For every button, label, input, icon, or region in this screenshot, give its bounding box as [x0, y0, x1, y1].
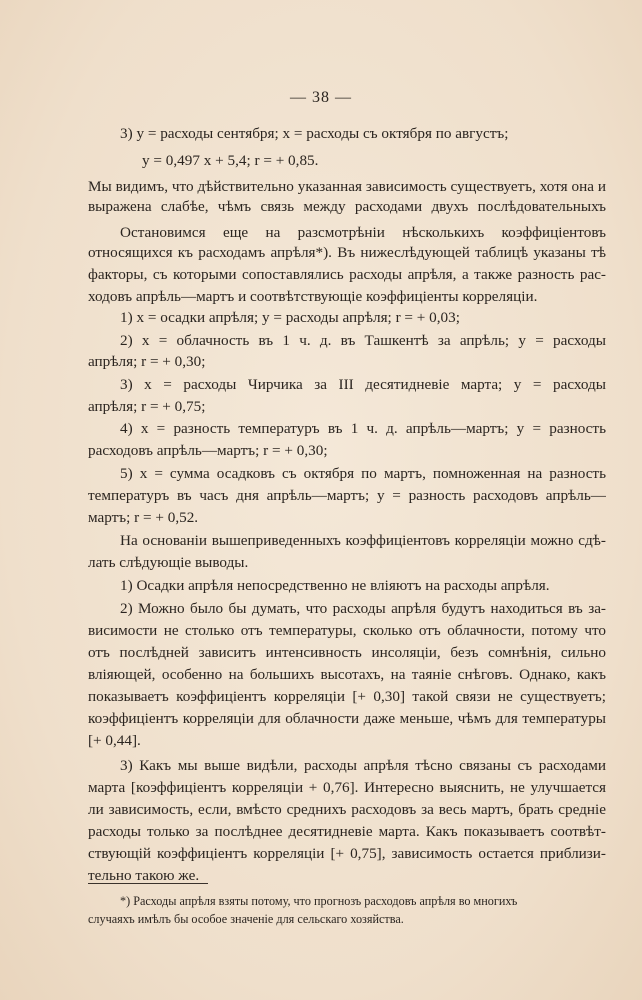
text-line: ходовъ апрѣль—мартъ и соотвѣтствующіе коэффиціенты корреляціи.	[88, 288, 538, 305]
text-line: расходовъ апрѣль—мартъ; r = + 0,30;	[88, 442, 328, 459]
text-line: выражена слабѣе, чѣмъ связь между расходами двухъ послѣдовательныхъ	[88, 198, 606, 215]
text-line: 3) y = расходы сентября; x = расходы съ октября по августъ;	[120, 125, 509, 142]
text-line: тельно такою же.	[88, 867, 200, 884]
text-line: ствующій коэффиціентъ корреляціи [+ 0,75], зависимость остается приблизи-	[88, 845, 606, 862]
text-line: 3) x = расходы Чирчика за III десятидневіе марта; y = расходы	[120, 376, 606, 393]
footnote-rule	[88, 883, 208, 884]
text-line: марта [коэффиціентъ корреляціи + 0,76]. Интересно выяснить, не улучшается	[88, 779, 606, 796]
text-line: лать слѣдующіе выводы.	[88, 554, 249, 571]
text-line: апрѣля; r = + 0,75;	[88, 398, 206, 415]
text-line: апрѣля; r = + 0,30;	[88, 353, 206, 370]
text-line: [+ 0,44].	[88, 732, 141, 749]
footnote-line: случаяхъ имѣлъ бы особое значеніе для сельскаго хозяйства.	[88, 912, 404, 926]
text-line: коэффиціентъ корреляціи для облачности даже меньше, чѣмъ для температуры	[88, 710, 606, 727]
text-line: 3) Какъ мы выше видѣли, расходы апрѣля тѣсно связаны съ расходами	[120, 757, 606, 774]
text-line: На основаніи вышеприведенныхъ коэффиціентовъ корреляціи можно сдѣ-	[120, 532, 606, 549]
text-line: мартъ; r = + 0,52.	[88, 509, 199, 526]
text-line: относящихся къ расходамъ апрѣля*). Въ нижеслѣдующей таблицѣ указаны тѣ	[88, 244, 606, 261]
page-number: — 38 —	[290, 89, 352, 106]
text-line: ли зависимость, если, вмѣсто среднихъ расходовъ за весь мартъ, брать средніе	[88, 801, 606, 818]
text-line: y = 0,497 x + 5,4; r = + 0,85.	[142, 152, 319, 169]
text-line: факторы, съ которыми сопоставлялись расходы апрѣля, а также разность рас-	[88, 266, 606, 283]
text-line: отъ послѣдней зависитъ интенсивность инсоляціи, безъ сомнѣнія, сильно	[88, 644, 606, 661]
text-line: Остановимся еще на разсмотрѣніи нѣсколькихъ коэффиціентовъ	[120, 224, 606, 241]
text-line: 1) x = осадки апрѣля; y = расходы апрѣля; r = + 0,03;	[120, 309, 460, 326]
text-line: Мы видимъ, что дѣйствительно указанная зависимость существуетъ, хотя она и	[88, 178, 606, 195]
text-line: температуръ въ часъ дня апрѣль—мартъ; y = разность расходовъ апрѣль—	[88, 487, 606, 504]
text-line: 2) x = облачность въ 1 ч. д. въ Ташкентѣ за апрѣль; y = расходы	[120, 332, 606, 349]
text-line: 1) Осадки апрѣля непосредственно не вліяютъ на расходы апрѣля.	[120, 577, 550, 594]
footnote-line: *) Расходы апрѣля взяты потому, что прогнозъ расходовъ апрѣля во многихъ	[120, 894, 518, 908]
text-line: вліяющей, особенно на большихъ высотахъ, на таяніе снѣговъ. Однако, какъ	[88, 666, 606, 683]
text-line: висимости не столько отъ температуры, сколько отъ облачности, потому что	[88, 622, 606, 639]
text-line: 4) x = разность температуръ въ 1 ч. д. апрѣль—мартъ; y = разность	[120, 420, 606, 437]
text-line: показываетъ коэффиціентъ корреляціи [+ 0,30] такой связи не существуетъ;	[88, 688, 606, 705]
text-line: расходы только за послѣднее десятидневіе марта. Какъ показываетъ соотвѣт-	[88, 823, 606, 840]
text-line: 2) Можно было бы думать, что расходы апрѣля будутъ находиться въ за-	[120, 600, 606, 617]
text-line: 5) x = сумма осадковъ съ октября по мартъ, помноженная на разность	[120, 465, 606, 482]
